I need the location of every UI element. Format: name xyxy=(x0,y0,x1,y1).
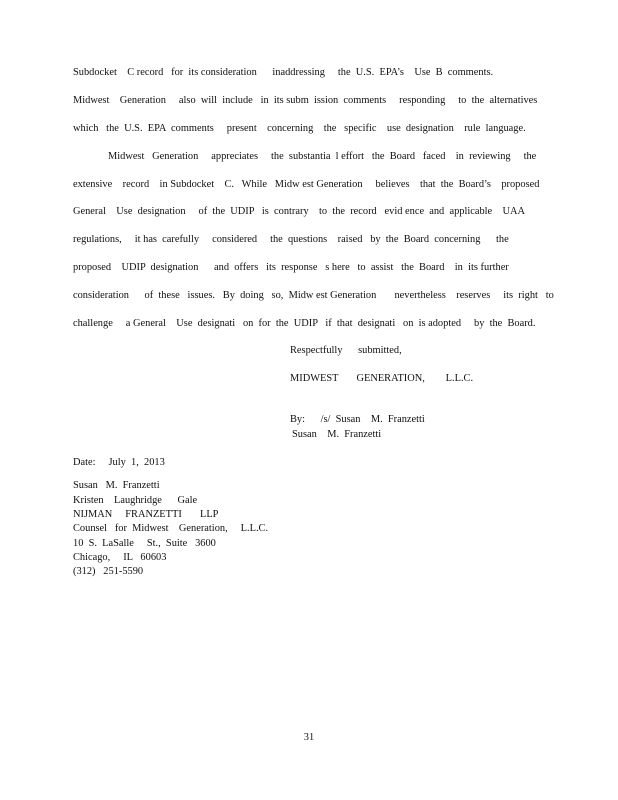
valediction: Respectfully submitted, xyxy=(290,345,402,356)
text-line: Midwest Generation appreciates the substantia l effort the Board faced in reviewing the xyxy=(108,151,537,162)
signature-by-line: By: /s/ Susan M. Franzetti xyxy=(290,414,425,425)
text-line: consideration of these issues. By doing so, Midw est Generation nevertheless reserves its right to xyxy=(73,290,554,301)
text-line: regulations, it has carefully considered the questions raised by the Board concerning the xyxy=(73,234,509,245)
text-line: Midwest Generation also will include in its subm ission comments responding to the alternatives xyxy=(73,95,538,106)
text-line: Subdocket C record for its consideration inaddressing the U.S. EPA’s Use B comments. xyxy=(73,67,494,78)
counsel-line: Chicago, IL 60603 xyxy=(73,552,167,563)
text-line: challenge a General Use designati on for the UDIP if that designati on is adopted by the Board. xyxy=(73,318,536,329)
text-line: extensive record in Subdocket C. While Midw est Generation believes that the Board’s proposed xyxy=(73,179,540,190)
counsel-line: Kristen Laughridge Gale xyxy=(73,495,198,506)
text-line: General Use designation of the UDIP is contrary to the record evid ence and applicable UAA xyxy=(73,206,526,217)
counsel-line: Counsel for Midwest Generation, L.L.C. xyxy=(73,523,269,534)
counsel-line: NIJMAN FRANZETTI LLP xyxy=(73,509,219,520)
counsel-line: (312) 251-5590 xyxy=(73,566,144,577)
text-line: which the U.S. EPA comments present concerning the specific use designation rule language. xyxy=(73,123,526,134)
counsel-line: 10 S. LaSalle St., Suite 3600 xyxy=(73,538,216,549)
text-line: proposed UDIP designation and offers its response s here to assist the Board in its further xyxy=(73,262,509,273)
counsel-line: Susan M. Franzetti xyxy=(73,480,160,491)
signer-name: Susan M. Franzetti xyxy=(292,429,382,440)
page-number: 31 xyxy=(303,732,315,743)
date-line: Date: July 1, 2013 xyxy=(73,457,165,468)
company-name: MIDWEST GENERATION, L.L.C. xyxy=(290,373,474,384)
